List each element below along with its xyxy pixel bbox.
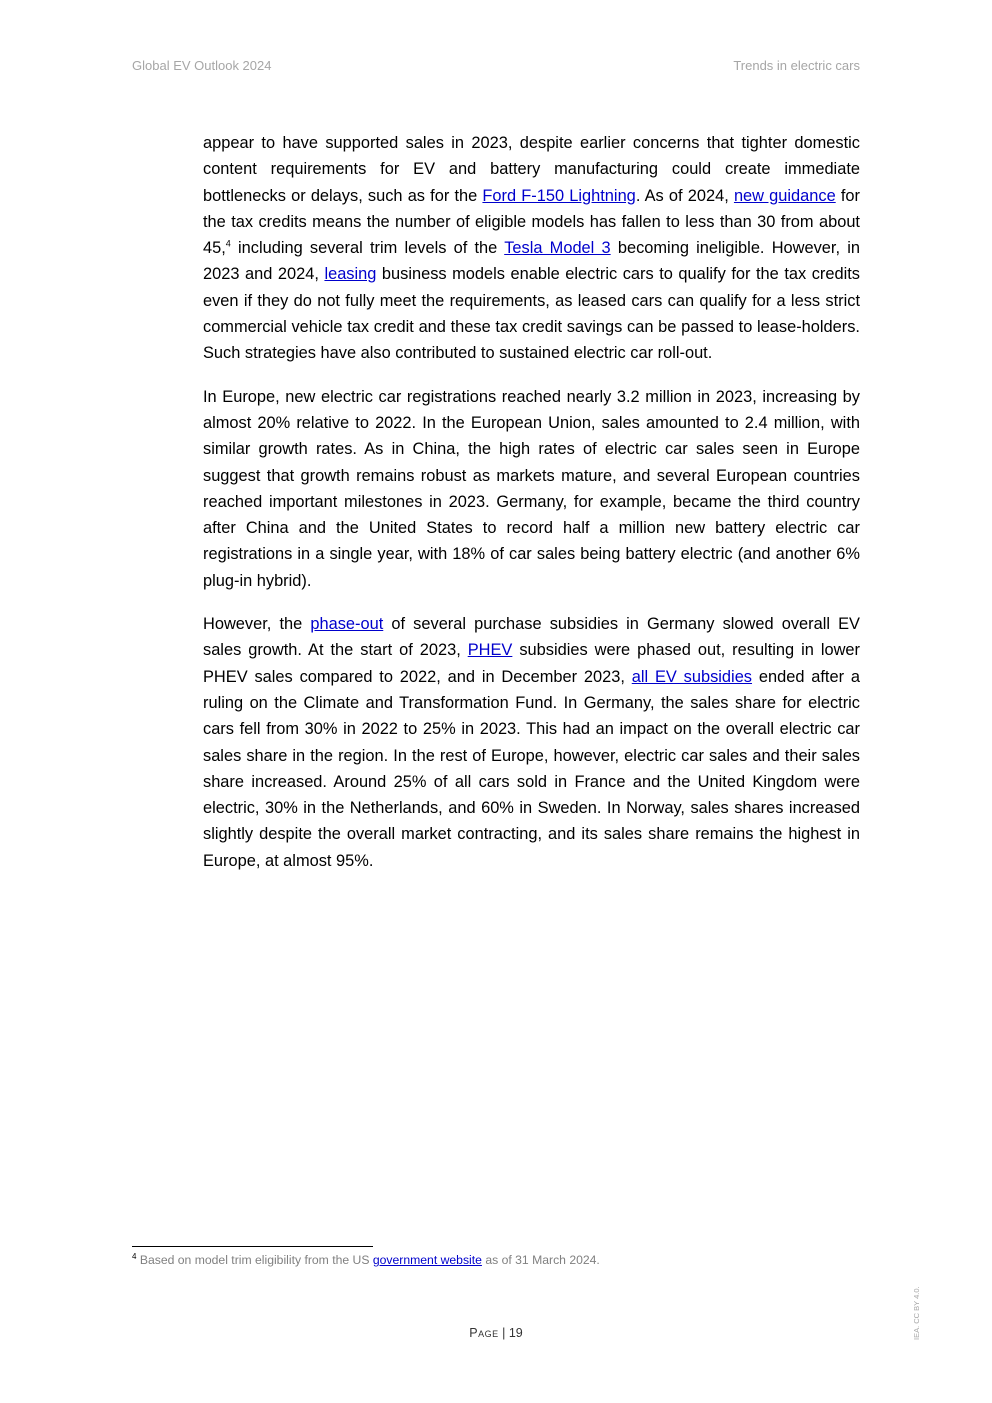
link-phev[interactable]: PHEV bbox=[467, 641, 513, 660]
link-all-ev-subsidies[interactable]: all EV subsidies bbox=[631, 667, 753, 686]
link-ford-f150-lightning[interactable]: Ford F-150 Lightning bbox=[482, 186, 636, 205]
link-leasing[interactable]: leasing bbox=[324, 265, 377, 284]
link-government-website[interactable]: government website bbox=[372, 1253, 482, 1267]
license-notice: IEA. CC BY 4.0. bbox=[912, 1286, 921, 1340]
link-tesla-model-3[interactable]: Tesla Model 3 bbox=[504, 239, 611, 258]
link-new-guidance[interactable]: new guidance bbox=[733, 186, 836, 205]
footnote-reference[interactable]: 4 bbox=[225, 238, 231, 249]
footnote-number: 4 bbox=[132, 1251, 137, 1261]
running-header bbox=[132, 58, 860, 76]
footnote: $^4$ Based on model trim eligibility from the US government website as of 31 March 2024. bbox=[132, 1251, 600, 1267]
footnote-divider bbox=[132, 1246, 373, 1247]
paragraph-europe-registrations: In Europe, new electric car registrations reached nearly 3.2 million in 2023, increasing by almost 20% relative to 2022. In the European Union, sales amounted to 2.4 million, with similar growth rates. As in China, the high rates of electric car sales seen in Europe suggest that growth remains robust as markets mature, and several European countries reached important milestones in 2023. Germany, for example, became the third country after China and the United States to record half a million new battery electric car registrations in a single year, with 18% of car sales being battery electric (and another 6% plug-in hybrid). bbox=[203, 387, 860, 590]
paragraph-us-tax-credits: appear to have supported sales in 2023, despite earlier concerns that tighter domestic content requirements for EV and battery manufacturing could create immediate bottlenecks or delays, such as for the Ford F-150 Lightning. As of 2024, new guidance for the tax credits means the number of eligible models has fallen to less than 30 from about 45,$^4$ including several trim levels of the Tesla Model 3 becoming ineligible. However, in 2023 and 2024, leasing business models enable electric cars to qualify for the tax credits even if they do not fully meet the requirements, as leased cars can qualify for a less strict commercial vehicle tax credit and these tax credit savings can be passed to lease-holders. Such strategies have also contributed to sustained electric car roll-out. bbox=[203, 134, 860, 363]
link-phase-out[interactable]: phase-out bbox=[310, 615, 384, 634]
paragraph-germany-subsidies: However, the phase-out of several purchase subsidies in Germany slowed overall EV sales growth. At the start of 2023, PHEV subsidies were phased out, resulting in lower PHEV sales compared to 2022, and in December 2023, all EV subsidies ended after a ruling on the Climate and Transformation Fund. In Germany, the sales share for electric cars fell from 30% in 2022 to 25% in 2023. This had an impact on the overall electric car sales share in the region. In the rest of Europe, however, electric car sales and their sales share increased. Around 25% of all cars sold in France and the United Kingdom were electric, 30% in the Netherlands, and 60% in Sweden. In Norway, sales shares increased slightly despite the overall market contracting, and its sales share remains the highest in Europe, at almost 95%. bbox=[203, 615, 861, 870]
chapter-title: Trends in electric cars bbox=[733, 58, 860, 73]
page-number: Page | 19 bbox=[469, 1326, 523, 1340]
report-title: Global EV Outlook 2024 bbox=[132, 58, 272, 73]
body-text bbox=[203, 130, 860, 891]
